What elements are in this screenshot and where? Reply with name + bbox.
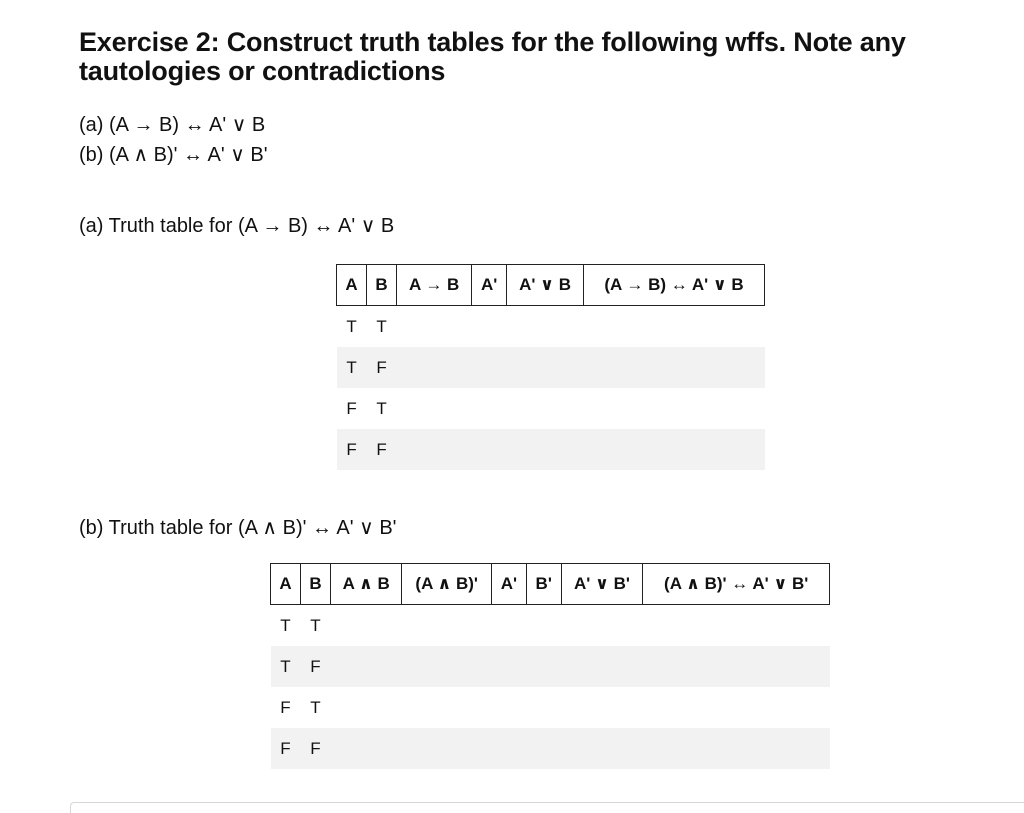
- column-header: (A ∧ B)' ↔ A' ∨ B': [643, 564, 830, 605]
- table-cell[interactable]: [472, 347, 507, 388]
- table-row: [337, 429, 765, 470]
- column-header: A': [472, 265, 507, 306]
- table-cell[interactable]: [402, 646, 492, 687]
- table-cell: T: [310, 615, 321, 635]
- table-cell[interactable]: [402, 687, 492, 728]
- column-header: A' ∨ B: [507, 265, 584, 306]
- table-cell: F: [300, 646, 330, 687]
- truth-table-b: [270, 563, 830, 769]
- table-cell[interactable]: [492, 687, 527, 728]
- table-cell[interactable]: [397, 306, 472, 348]
- table-cell[interactable]: [643, 728, 830, 769]
- table-cell[interactable]: [584, 306, 765, 348]
- table-cell: T: [346, 316, 357, 336]
- table-cell: T: [280, 615, 291, 635]
- table-cell: F: [346, 398, 357, 418]
- table-cell[interactable]: [561, 687, 643, 728]
- column-header: (A → B) ↔ A' ∨ B: [584, 265, 765, 306]
- exercise-title: Exercise 2: Construct truth tables for the following wffs. Note any tautologies or contradictions: [79, 27, 906, 86]
- table-cell: T: [337, 347, 367, 388]
- table-cell[interactable]: [561, 728, 643, 769]
- table-cell[interactable]: [526, 728, 561, 769]
- table-cell[interactable]: [492, 605, 527, 647]
- table-cell: F: [337, 429, 367, 470]
- table-cell[interactable]: [507, 429, 584, 470]
- table-cell[interactable]: [492, 646, 527, 687]
- table-row: [271, 728, 830, 769]
- wff-item-b: (b) (A ∧ B)' ↔ A' ∨ B': [79, 144, 268, 166]
- table-cell: F: [300, 728, 330, 769]
- table-cell[interactable]: [397, 347, 472, 388]
- wff-item-a: (a) (A → B) ↔ A' ∨ B: [79, 114, 266, 136]
- table-header-row: [337, 265, 765, 306]
- table-cell[interactable]: [402, 605, 492, 647]
- table-cell[interactable]: [507, 306, 584, 348]
- table-cell[interactable]: [472, 429, 507, 470]
- table-cell[interactable]: [402, 728, 492, 769]
- table-row: [337, 388, 765, 429]
- table-cell: F: [271, 728, 301, 769]
- column-header: B': [526, 564, 561, 605]
- table-cell[interactable]: [397, 388, 472, 429]
- truth-table-a: [336, 264, 765, 470]
- table-cell[interactable]: [330, 687, 401, 728]
- table-cell: T: [310, 697, 321, 717]
- column-header: A → B: [397, 265, 472, 306]
- table-cell[interactable]: [526, 646, 561, 687]
- table-cell: F: [280, 697, 291, 717]
- table-cell[interactable]: [492, 728, 527, 769]
- truth-table-b-label: (b) Truth table for (A ∧ B)' ↔ A' ∨ B': [79, 517, 397, 539]
- column-header: A': [492, 564, 527, 605]
- column-header: B: [300, 564, 330, 605]
- table-cell[interactable]: [643, 687, 830, 728]
- table-cell[interactable]: [507, 388, 584, 429]
- table-cell[interactable]: [397, 429, 472, 470]
- table-cell[interactable]: [584, 347, 765, 388]
- column-header: A' ∨ B': [561, 564, 643, 605]
- table-cell[interactable]: [330, 646, 401, 687]
- table-cell[interactable]: [526, 687, 561, 728]
- table-cell[interactable]: [584, 388, 765, 429]
- table-cell: T: [271, 646, 301, 687]
- column-header: (A ∧ B)': [402, 564, 492, 605]
- wff-list: [79, 110, 268, 170]
- table-cell[interactable]: [472, 306, 507, 348]
- table-row: [337, 347, 765, 388]
- table-cell[interactable]: [561, 605, 643, 647]
- table-cell[interactable]: [643, 605, 830, 647]
- table-cell[interactable]: [330, 728, 401, 769]
- table-row: [271, 646, 830, 687]
- table-row: [271, 605, 830, 647]
- table-cell[interactable]: [526, 605, 561, 647]
- table-cell: T: [376, 316, 387, 336]
- table-cell[interactable]: [584, 429, 765, 470]
- table-cell[interactable]: [561, 646, 643, 687]
- table-cell: T: [376, 398, 387, 418]
- table-cell[interactable]: [472, 388, 507, 429]
- table-cell[interactable]: [330, 605, 401, 647]
- table-cell: F: [367, 347, 397, 388]
- table-cell[interactable]: [643, 646, 830, 687]
- table-cell: F: [367, 429, 397, 470]
- table-row: [337, 306, 765, 348]
- column-header: A: [337, 265, 367, 306]
- table-header-row: [271, 564, 830, 605]
- column-header: B: [367, 265, 397, 306]
- table-cell[interactable]: [507, 347, 584, 388]
- column-header: A: [271, 564, 301, 605]
- table-row: [271, 687, 830, 728]
- column-header: A ∧ B: [330, 564, 401, 605]
- truth-table-a-label: (a) Truth table for (A → B) ↔ A' ∨ B: [79, 215, 395, 237]
